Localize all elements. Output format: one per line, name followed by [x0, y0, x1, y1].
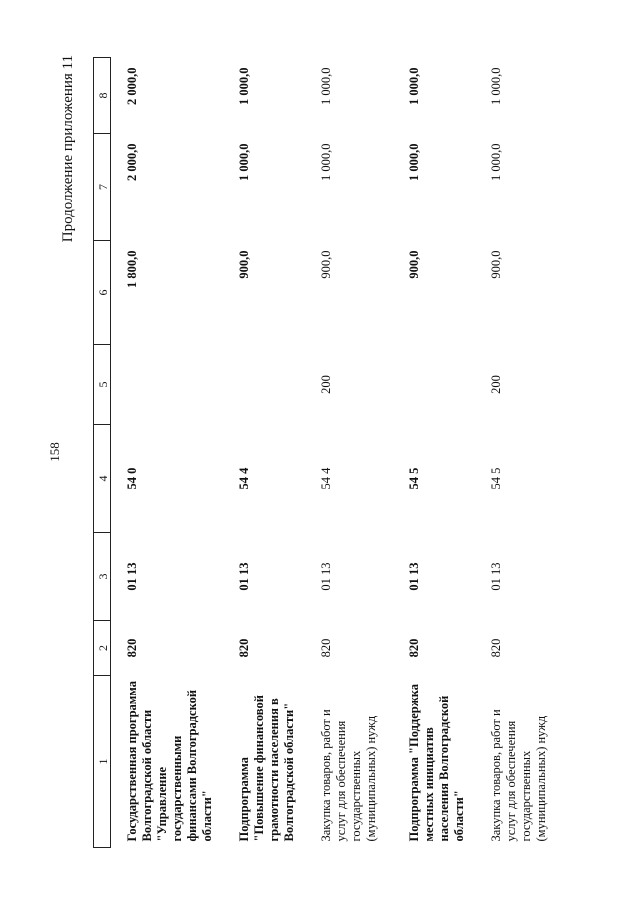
cell-value-1: 900,0 [489, 250, 503, 279]
cell-expense-type [393, 345, 475, 425]
cell-value-2: 1 000,0 [489, 143, 503, 181]
column-header-3: 3 [94, 533, 111, 621]
cell-ministry: 820 [407, 638, 421, 658]
page-number: 158 [47, 442, 62, 462]
column-header-1: 1 [94, 676, 111, 848]
cell-expense-type [223, 345, 305, 425]
column-header-6: 6 [94, 241, 111, 345]
cell-value-2: 1 000,0 [237, 143, 251, 181]
column-header-7: 7 [94, 134, 111, 241]
cell-value-1: 900,0 [407, 250, 421, 279]
cell-target: 54 4 [319, 467, 333, 490]
cell-section: 01 13 [319, 562, 333, 591]
cell-section: 01 13 [125, 562, 139, 591]
cell-value-2: 2 000,0 [125, 143, 139, 181]
table-row [475, 58, 563, 848]
table-row [305, 58, 393, 848]
cell-expense-type: 200 [489, 375, 503, 394]
cell-value-3: 1 000,0 [407, 67, 421, 105]
row-name: Закупка товаров, работ и услуг для обеспечения государственных (муниципальных) нужд [319, 709, 378, 842]
row-name: Подпрограмма "Повышение финансовой грамотности населения в Волгоградской области" [237, 695, 296, 842]
cell-section: 01 13 [489, 562, 503, 591]
column-header-2: 2 [94, 621, 111, 676]
cell-value-3: 1 000,0 [489, 67, 503, 105]
continuation-label: Продолжение приложения 11 [60, 55, 76, 243]
cell-value-3: 1 000,0 [319, 67, 333, 105]
cell-value-1: 900,0 [319, 250, 333, 279]
column-header-5: 5 [94, 345, 111, 425]
cell-expense-type [111, 345, 224, 425]
cell-ministry: 820 [319, 638, 333, 658]
cell-value-1: 1 800,0 [125, 250, 139, 288]
cell-target: 54 0 [125, 467, 139, 490]
table-row [111, 58, 224, 848]
table-row [393, 58, 475, 848]
row-name: Закупка товаров, работ и услуг для обеспечения государственных (муниципальных) нужд [489, 709, 548, 842]
row-name: Подпрограмма "Поддержка местных инициатив населения Волгоградской области" [407, 683, 466, 842]
cell-target: 54 4 [237, 467, 251, 490]
column-header-4: 4 [94, 425, 111, 533]
cell-section: 01 13 [407, 562, 421, 591]
cell-value-3: 2 000,0 [125, 67, 139, 105]
cell-target: 54 5 [489, 467, 503, 490]
cell-value-2: 1 000,0 [319, 143, 333, 181]
cell-value-1: 900,0 [237, 250, 251, 279]
table-row [223, 58, 305, 848]
cell-expense-type: 200 [319, 375, 333, 394]
table-header-row [94, 58, 111, 848]
cell-ministry: 820 [237, 638, 251, 658]
column-header-8: 8 [94, 58, 111, 134]
cell-section: 01 13 [237, 562, 251, 591]
cell-target: 54 5 [407, 467, 421, 490]
budget-table [93, 57, 563, 848]
row-name: Государственная программа Волгоградской области "Управление государственными финансами Волгоградской области" [125, 681, 214, 842]
cell-value-2: 1 000,0 [407, 143, 421, 181]
cell-value-3: 1 000,0 [237, 67, 251, 105]
cell-ministry: 820 [125, 638, 139, 658]
cell-ministry: 820 [489, 638, 503, 658]
